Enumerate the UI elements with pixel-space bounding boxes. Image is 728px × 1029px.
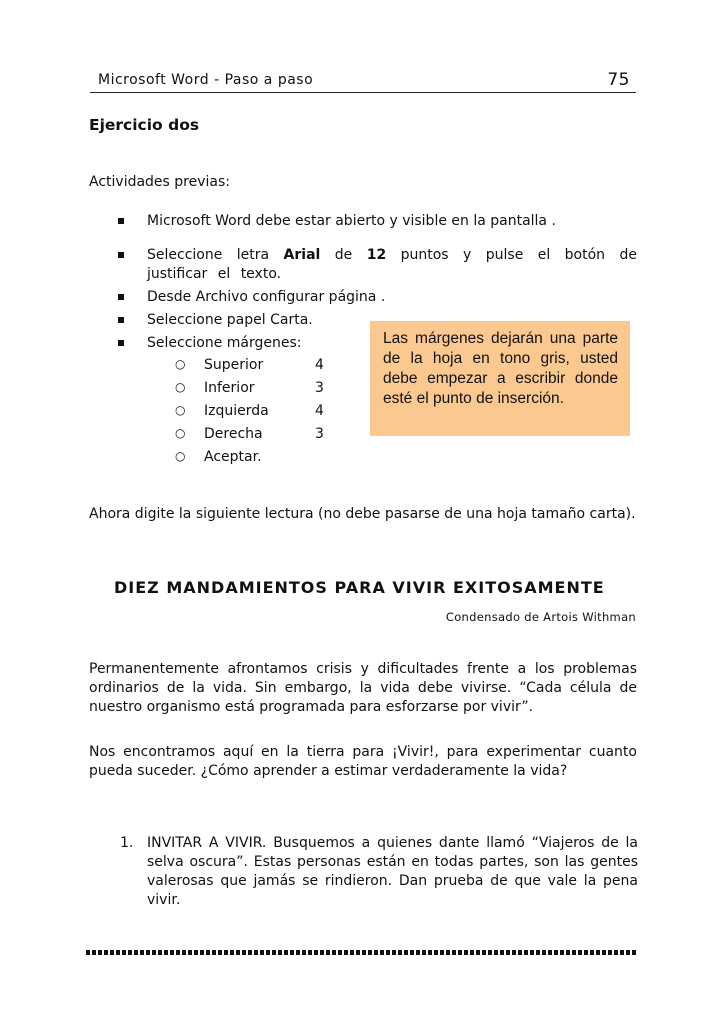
- paragraph-2: Nos encontramos aquí en la tierra para ¡Vivir!, para experimentar cuanto pueda suceder. ¿Cómo aprender a estimar verdaderamente la vida?: [89, 744, 637, 779]
- circle-bullet-icon: ○: [175, 380, 186, 394]
- margin-value: 4: [315, 403, 324, 419]
- bullet-text: Seleccione letra Arial de 12 puntos y pulse el botón de justificar el texto.: [147, 247, 637, 282]
- circle-bullet-icon: ○: [175, 449, 186, 463]
- reading-credit: Condensado de Artois Withman: [445, 610, 636, 624]
- note-callout: Las márgenes dejarán una parte de la hoja en tono gris, usted debe empezar a escribir donde esté el punto de inserción.: [370, 321, 630, 436]
- instruction-text: Ahora digite la siguiente lectura (no debe pasarse de una hoja tamaño carta).: [89, 506, 636, 522]
- paragraph-1: Permanentemente afrontamos crisis y dificultades frente a los problemas ordinarios de la vida. Sin embargo, la vida debe vivirse. “Cada célula de nuestro organismo está programada para esforzarse por vivir”.: [89, 661, 637, 715]
- margin-label: Inferior: [204, 380, 255, 396]
- margin-label: Superior: [204, 357, 264, 373]
- bullet-square-icon: [118, 218, 124, 224]
- bullet-square-icon: [118, 252, 124, 258]
- section-heading: Ejercicio dos: [89, 116, 200, 134]
- bullet-square-icon: [118, 340, 124, 346]
- margin-value: 3: [315, 380, 324, 396]
- circle-bullet-icon: ○: [175, 426, 186, 440]
- bullet-text: Seleccione papel Carta.: [147, 312, 313, 328]
- bullet-square-icon: [118, 317, 124, 323]
- page-header: [90, 70, 636, 93]
- item-number: 1.: [120, 835, 134, 851]
- reading-title: DIEZ MANDAMIENTOS PARA VIVIR EXITOSAMENTE: [114, 578, 605, 597]
- margin-label: Izquierda: [204, 403, 269, 419]
- circle-bullet-icon: ○: [175, 403, 186, 417]
- intro-label: Actividades previas:: [89, 174, 231, 190]
- bullet-text: Microsoft Word debe estar abierto y visible en la pantalla .: [147, 213, 556, 229]
- item-text: INVITAR A VIVIR. Busquemos a quienes dante llamó “Viajeros de la selva oscura”. Estas personas están en todas partes, son las gentes valerosas que jamás se rindieron. Dan prueba de que vale la pena vivir.: [147, 835, 638, 908]
- margin-label: Aceptar.: [204, 449, 262, 465]
- page-number: 75: [607, 70, 630, 90]
- margin-value: 3: [315, 426, 324, 442]
- margin-value: 4: [315, 357, 324, 373]
- bullet-text: Desde Archivo configurar página .: [147, 289, 386, 305]
- margin-label: Derecha: [204, 426, 263, 442]
- circle-bullet-icon: ○: [175, 357, 186, 371]
- bullet-square-icon: [118, 294, 124, 300]
- header-title: Microsoft Word - Paso a paso: [98, 72, 314, 88]
- footer-dotted-rule: [86, 950, 638, 955]
- bullet-text: Seleccione márgenes:: [147, 335, 302, 351]
